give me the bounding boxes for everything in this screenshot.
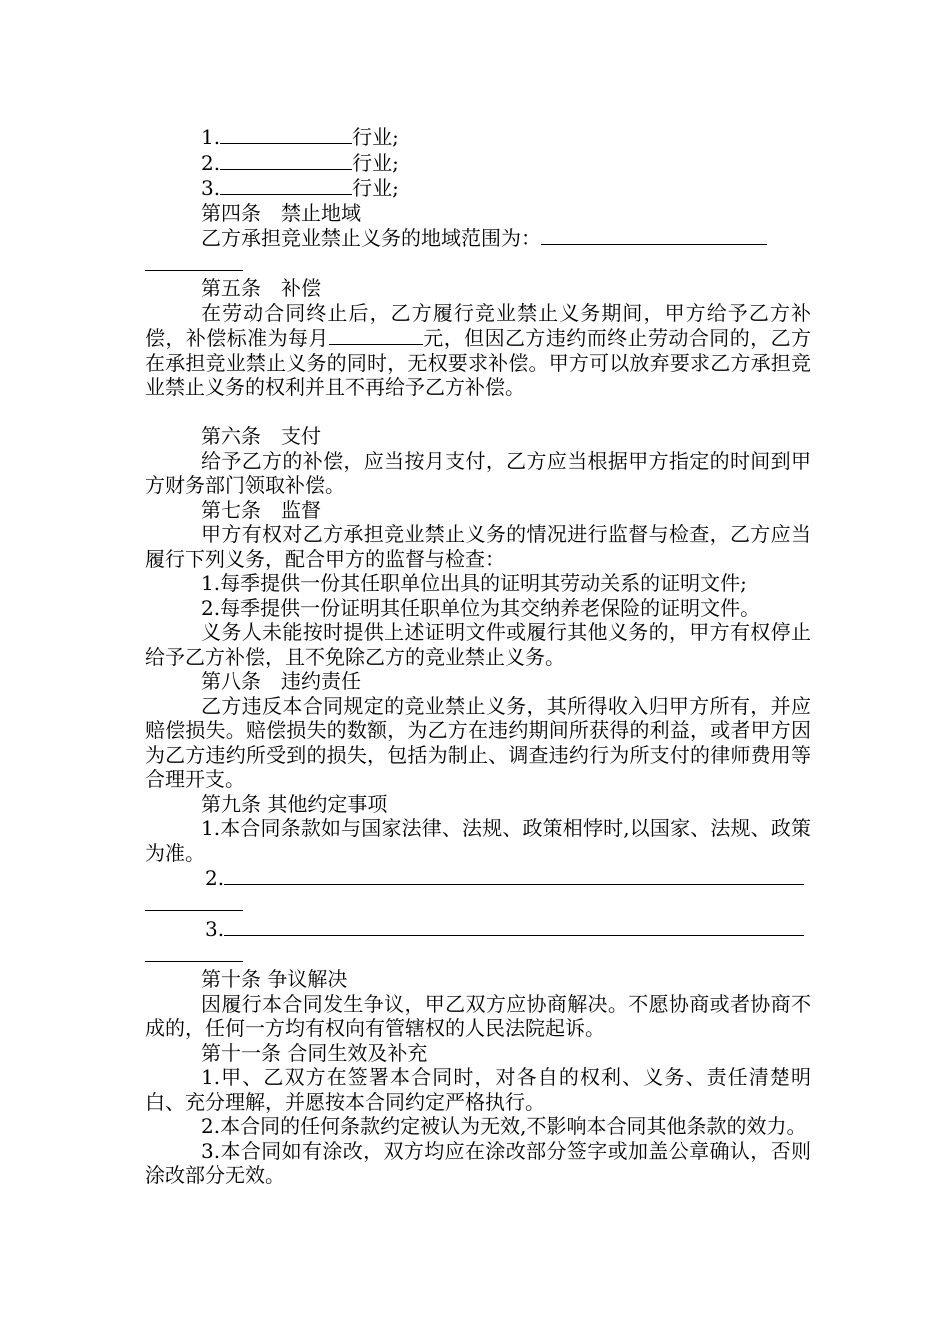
industry-line-1 — [145, 124, 811, 150]
article-11-item-2: 2.本合同的任何条款约定被认为无效,不影响本合同其他条款的效力。 — [201, 1114, 807, 1138]
industry-suffix: 行业; — [352, 176, 399, 200]
industry-suffix: 行业; — [352, 150, 399, 175]
contract-page — [145, 124, 811, 1188]
industry-number: 1. — [201, 125, 221, 149]
article-10-title: 第十条 争议解决 — [201, 967, 348, 991]
monthly-amount-blank — [329, 325, 423, 345]
article-9-title: 第九条 其他约定事项 — [201, 791, 388, 816]
article-6-title: 第六条 支付 — [201, 424, 321, 448]
blank-underline — [541, 225, 767, 245]
article-6-text: 给予乙方的补偿，应当按月支付，乙方应当根据甲方指定的时间到甲方财务部门领取补偿。 — [145, 448, 811, 497]
blank-underline — [220, 124, 352, 144]
blank-underline — [224, 865, 804, 885]
article-7-text: 甲方有权对乙方承担竞业禁止义务的情况进行监督与检查，乙方应当履行下列义务，配合甲方的监督与检查： — [145, 522, 811, 571]
article-4-title: 第四条 禁止地域 — [201, 200, 361, 225]
article-9-item-3-continued — [145, 942, 811, 968]
article-7-item-1: 1.每季提供一份其任职单位出具的证明其劳动关系的证明文件; — [201, 571, 747, 595]
article-11-title: 第十一条 合同生效及补充 — [201, 1040, 428, 1065]
industry-suffix: 行业; — [352, 125, 399, 149]
article-7-text-2: 义务人未能按时提供上述证明文件或履行其他义务的，甲方有权停止给予乙方补偿，且不免除乙方的竞业禁止义务。 — [145, 620, 811, 669]
blank-underline — [220, 175, 352, 195]
article-9-item-1: 1.本合同条款如与国家法律、法规、政策相悖时,以国家、法规、政策为准。 — [145, 816, 811, 865]
article-11-item-1: 1.甲、乙双方在签署本合同时，对各自的权利、义务、责任清楚明白、充分理解，并愿按本合同约定严格执行。 — [145, 1065, 811, 1114]
article-8-text: 乙方违反本合同规定的竞业禁止义务，其所得收入归甲方所有，并应赔偿损失。赔偿损失的数额，为乙方在违约期间所获得的利益，或者甲方因为乙方违约所受到的损失，包括为制止、调查违约行为所支付的律师费用等合理开支。 — [145, 693, 811, 791]
article-9-item-2: 2. — [145, 865, 811, 891]
article-10-text: 因履行本合同发生争议，甲乙双方应协商解决。不愿协商或者协商不成的，任何一方均有权向有管辖权的人民法院起诉。 — [145, 991, 811, 1040]
article-9-item-3: 3. — [145, 916, 811, 942]
blank-underline — [220, 150, 352, 170]
industry-line-2 — [145, 150, 811, 176]
industry-number: 2. — [201, 150, 221, 175]
article-7-title: 第七条 监督 — [201, 497, 321, 522]
article-4-text: 乙方承担竞业禁止义务的地域范围为： — [145, 225, 811, 251]
industry-line-3 — [145, 175, 811, 201]
article-7-item-2: 2.每季提供一份证明其任职单位为其交纳养老保险的证明文件。 — [201, 595, 761, 620]
blank-underline — [224, 916, 804, 936]
article-5-title: 第五条 补偿 — [201, 276, 321, 300]
article-5-text: 在劳动合同终止后，乙方履行竞业禁止义务期间，甲方给予乙方补偿，补偿标准为每月 元，但因乙方违约而终止劳动合同的，乙方在承担竞业禁止义务的同时，无权要求补偿。甲方可以放弃要求乙方承担竞业禁止义务的权利并且不再给予乙方补偿。 — [145, 300, 812, 399]
article-11-item-3: 3.本合同如有涂改，双方均应在涂改部分签字或加盖公章确认，否则涂改部分无效。 — [145, 1138, 811, 1187]
article-9-item-2-continued — [145, 891, 811, 917]
article-8-title: 第八条 违约责任 — [201, 669, 361, 693]
industry-number: 3. — [201, 176, 221, 200]
article-4-blank-continued — [145, 251, 811, 277]
